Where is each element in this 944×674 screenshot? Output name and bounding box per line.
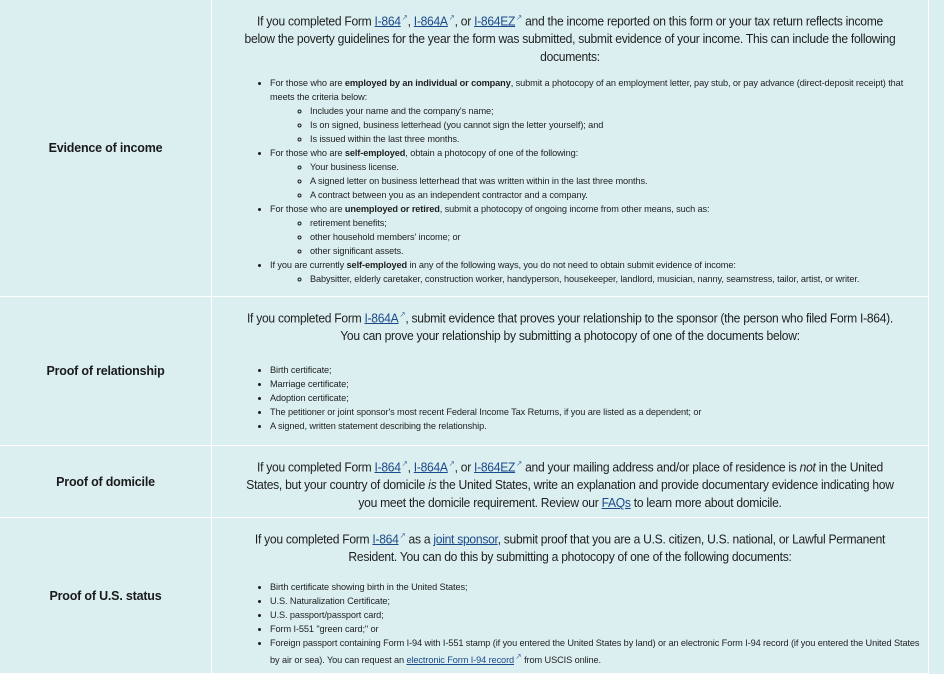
row-label: Evidence of income xyxy=(0,0,212,296)
external-link-icon: ↗ xyxy=(448,459,455,468)
list-item: • Marriage certificate; xyxy=(270,377,920,391)
document-list xyxy=(220,76,920,286)
list-item xyxy=(270,636,920,667)
faqs-link[interactable]: FAQs xyxy=(601,495,631,511)
text: If you are currently xyxy=(270,260,347,271)
sub-list-item: ◦ Is issued within the last three months. xyxy=(310,132,920,146)
sub-list-item: ◦ other significant assets. xyxy=(310,244,920,258)
table-row xyxy=(0,297,928,446)
text: For those who are xyxy=(270,204,345,215)
text: , or xyxy=(454,459,475,475)
row-content xyxy=(212,0,928,296)
table-row xyxy=(0,446,928,518)
bold-text: self-employed xyxy=(344,148,406,159)
external-link-icon: ↗ xyxy=(401,13,408,22)
text: If you completed Form xyxy=(246,310,365,326)
form-i864a-link[interactable]: I-864A xyxy=(413,13,448,29)
text: If you completed Form xyxy=(254,531,373,547)
row-label: Proof of relationship xyxy=(0,297,212,445)
text: Foreign passport containing Form I-94 with I-551 stamp (if you entered the United States by land) or an electronic Form I-94 record (if you entered the United States by air or sea). You can request an xyxy=(270,638,920,666)
text: in any of the following ways, you do not need to obtain submit evidence of income: xyxy=(407,260,736,271)
list-item: • Birth certificate showing birth in the United States; xyxy=(270,580,920,594)
text: , submit a photocopy of an employment letter, pay stub, or pay advance (direct-deposit receipt) that meets the criteria below: xyxy=(270,78,904,103)
list-item: • Form I-551 "green card;" or xyxy=(270,622,920,636)
row-label: Proof of U.S. status xyxy=(0,518,212,673)
text: , submit a photocopy of ongoing income from other means, such as: xyxy=(439,204,710,215)
bold-text: unemployed or retired xyxy=(344,204,440,215)
text: , or xyxy=(454,13,475,29)
list-item: • The petitioner or joint sponsor's most recent Federal Income Tax Returns, if you are listed as a dependent; or xyxy=(270,405,920,419)
form-i864-link[interactable]: I-864 xyxy=(374,459,401,475)
sub-list-item: ◦ Your business license. xyxy=(310,160,920,174)
list-item: • Adoption certificate; xyxy=(270,391,920,405)
list-item xyxy=(270,202,920,258)
row-content xyxy=(212,297,928,445)
list-item xyxy=(270,76,920,146)
electronic-i94-record-link[interactable]: electronic Form I-94 record xyxy=(406,655,515,666)
external-link-icon: ↗ xyxy=(448,13,455,22)
sub-list-item: ◦ A signed letter on business letterhead that was written within in the last three months. xyxy=(310,174,920,188)
text: and your mailing address and/or place of residence is xyxy=(521,459,800,475)
form-i864ez-link[interactable]: I-864EZ xyxy=(474,13,516,29)
document-list xyxy=(220,580,920,667)
text: from USCIS online. xyxy=(521,655,601,666)
bold-text: employed by an individual or company xyxy=(344,78,511,89)
text: as a xyxy=(405,531,434,547)
sub-list xyxy=(270,104,920,146)
intro-paragraph xyxy=(245,455,896,512)
table-row xyxy=(0,0,928,297)
external-link-icon: ↗ xyxy=(399,531,406,540)
list-item: • Birth certificate; xyxy=(270,363,920,377)
list-item: • U.S. passport/passport card; xyxy=(270,608,920,622)
list-item xyxy=(270,146,920,202)
sub-list-item: ◦ Babysitter, elderly caretaker, construction worker, handyperson, housekeeper, landlord, musician, nanny, seamstress, tailor, artist, or writer. xyxy=(310,272,920,286)
text: , submit evidence that proves your relationship to the sponsor (the person who filed Form I-864). You can prove your relationship by submitting a photocopy of one of the documents below: xyxy=(340,310,894,344)
list-item: • U.S. Naturalization Certificate; xyxy=(270,594,920,608)
text: in the United States, but your country of domicile xyxy=(246,459,883,493)
text: If you completed Form xyxy=(257,13,375,29)
joint-sponsor-link[interactable]: joint sponsor xyxy=(433,531,498,547)
external-link-icon: ↗ xyxy=(399,310,406,319)
sub-list-item: ◦ Is on signed, business letterhead (you cannot sign the letter yourself); and xyxy=(310,118,920,132)
external-link-icon: ↗ xyxy=(516,13,523,22)
text: , xyxy=(407,459,414,475)
row-content xyxy=(212,518,928,673)
form-i864ez-link[interactable]: I-864EZ xyxy=(474,459,516,475)
text: , obtain a photocopy of one of the following: xyxy=(405,148,579,159)
row-label: Proof of domicile xyxy=(0,446,212,517)
sub-list-item: ◦ Includes your name and the company's name; xyxy=(310,104,920,118)
form-i864a-link[interactable]: I-864A xyxy=(364,310,399,326)
list-item: • A signed, written statement describing the relationship. xyxy=(270,419,920,433)
list-item xyxy=(270,258,920,286)
text: , xyxy=(407,13,414,29)
text: and the income reported on this form or your tax return reflects income below the poverty guidelines for the year the form was submitted, submit evidence of your income. This can include the following documents: xyxy=(244,13,896,65)
text: For those who are xyxy=(270,78,345,89)
text: If you completed Form xyxy=(257,459,375,475)
sub-list-item: ◦ other household members' income; or xyxy=(310,230,920,244)
text: , submit proof that you are a U.S. citizen, U.S. national, or Lawful Permanent Resident. You can do this by submitting a photocopy of one of the following documents: xyxy=(348,531,886,565)
text: to learn more about domicile. xyxy=(630,495,782,511)
text: For those who are xyxy=(270,148,345,159)
table-row xyxy=(0,518,928,674)
sub-list xyxy=(270,216,920,258)
form-i864-link[interactable]: I-864 xyxy=(372,531,399,547)
document-list xyxy=(220,363,920,433)
intro-paragraph xyxy=(245,9,896,66)
external-link-icon: ↗ xyxy=(515,652,522,662)
row-content xyxy=(212,446,928,517)
bold-text: self-employed xyxy=(346,260,408,271)
sub-list-item: ◦ retirement benefits; xyxy=(310,216,920,230)
external-link-icon: ↗ xyxy=(401,459,408,468)
italic-text: is xyxy=(428,477,437,493)
external-link-icon: ↗ xyxy=(516,459,522,468)
intro-paragraph xyxy=(245,306,896,345)
sub-list-item: ◦ A contract between you as an independent contractor and a company. xyxy=(310,188,920,202)
text: the United States, write an explanation and provide documentary evidence indicating how you meet the domicile requirement. Review our xyxy=(358,477,894,511)
sub-list xyxy=(270,272,920,286)
sub-list xyxy=(270,160,920,202)
form-i864-link[interactable]: I-864 xyxy=(374,13,401,29)
italic-text: not xyxy=(799,459,816,475)
intro-paragraph xyxy=(245,527,896,566)
form-i864a-link[interactable]: I-864A xyxy=(413,459,448,475)
